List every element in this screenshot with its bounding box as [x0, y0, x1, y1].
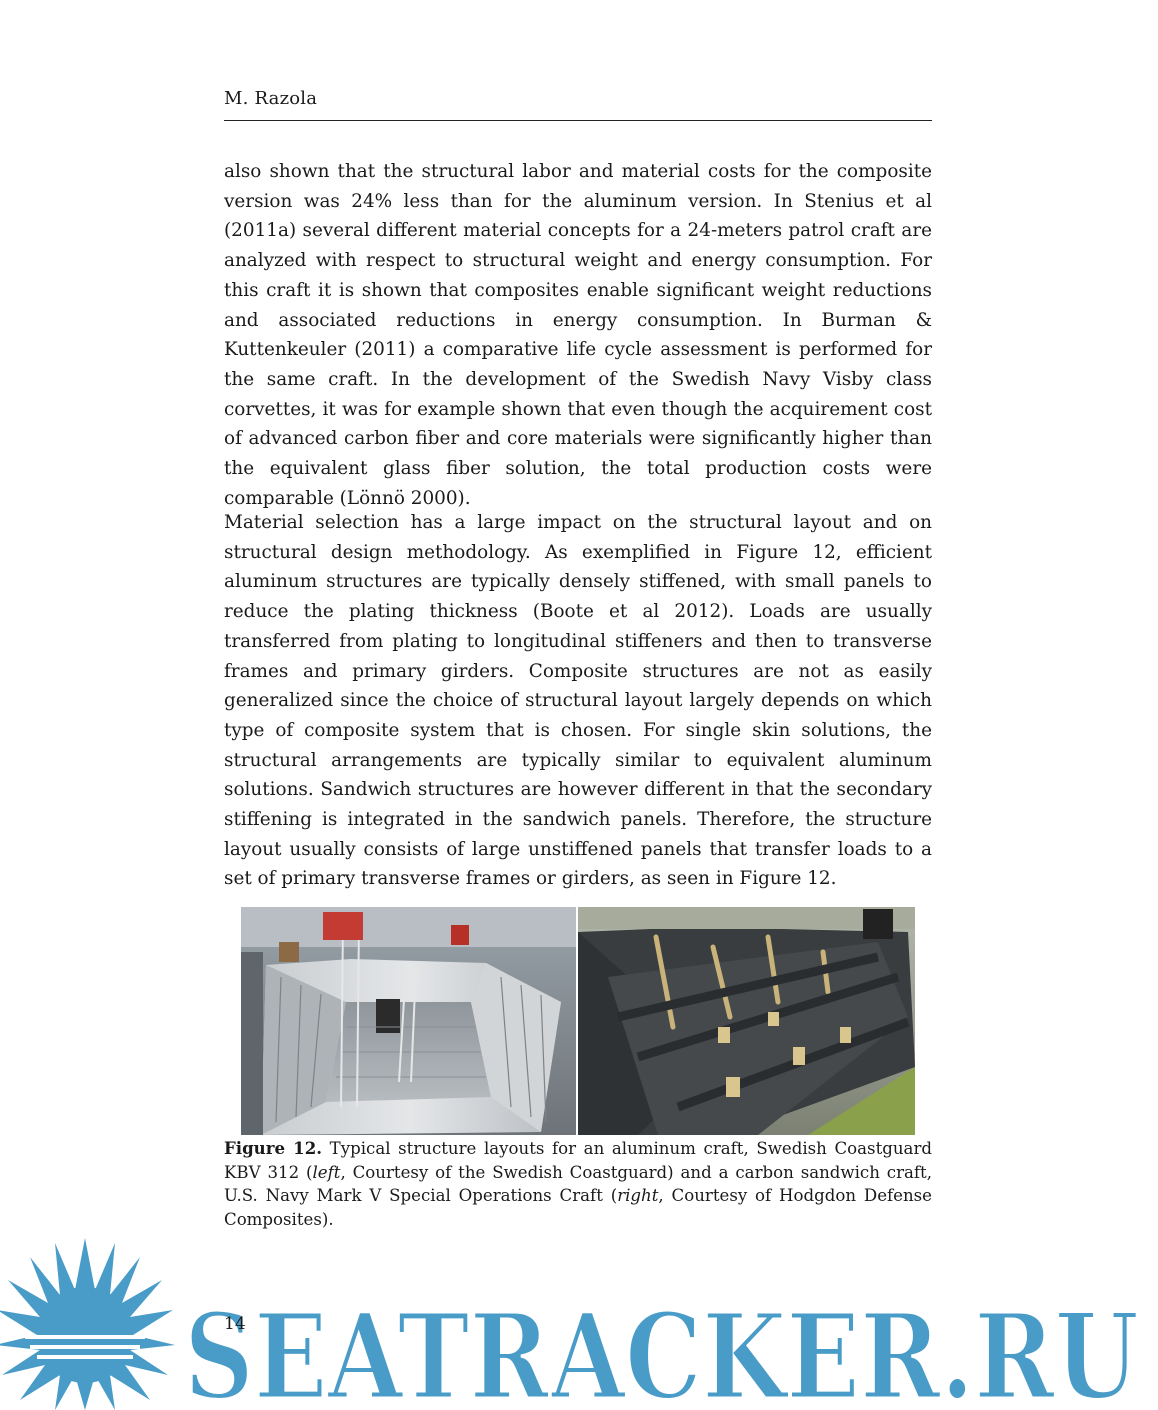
figure-label: Figure 12. [224, 1138, 323, 1158]
figure-12 [241, 907, 915, 1135]
running-header-author: M. Razola [224, 88, 318, 109]
watermark [0, 1235, 1158, 1410]
paragraph-cost-comparison: also shown that the structural labor and material costs for the composite version was 24% less than for the aluminum version. In Stenius et al (2011a) several different material concepts for a 24-meters patrol craft are analyzed with respect to structural weight and energy consumption. For this craft it is shown that composites enable significant weight reductions and associated reductions in energy consumption. In Burman & Kuttenkeuler (2011) a comparative life cycle assessment is performed for the same craft. In the development of the Swedish Navy Visby class corvettes, it was for example shown that even though the acquirement cost of advanced carbon fiber and core materials were significantly higher than the equivalent glass fiber solution, the total production costs were comparable (Lönnö 2000). [224, 161, 932, 509]
caption-left: left [312, 1162, 341, 1182]
caption-text-1: Typical structure layouts for an aluminum craft, Swedish Coastguard KBV 312 ( [224, 1139, 932, 1182]
aluminum-craft-photo [241, 907, 576, 1135]
caption-right: right [617, 1186, 659, 1206]
figure-12-caption [224, 1137, 932, 1232]
paragraph-material-selection: Material selection has a large impact on the structural layout and on structural design methodology. As exemplified in Figure 12, efficient aluminum structures are typically densely stiffened, with small panels to reduce the plating thickness (Boote et al 2012). Loads are usually transferred from plating to longitudinal stiffeners and then to transverse frames and primary girders. Composite structures are not as easily generalized since the choice of structural layout largely depends on which type of composite system that is chosen. For single skin solutions, the structural arrangements are typically similar to equivalent aluminum solutions. Sandwich structures are however different in that the secondary stiffening is integrated in the sandwich panels. Therefore, the structure layout usually consists of large unstiffened panels that transfer loads to a set of primary transverse frames or girders, as seen in Figure 12. [224, 512, 932, 890]
header-rule [224, 120, 932, 121]
page-number: 14 [224, 1314, 246, 1334]
carbon-sandwich-craft-photo [578, 907, 915, 1135]
caption-text-3: , Courtesy of Hodgdon Defense Composites). [224, 1186, 932, 1230]
watermark-text: SEATRACKER.RU [184, 1287, 1139, 1410]
sun-logo-icon [0, 1238, 175, 1410]
caption-text-2: , Courtesy of the Swedish Coastguard) and a carbon sandwich craft, U.S. Navy Mark V Special Operations Craft ( [224, 1162, 932, 1206]
